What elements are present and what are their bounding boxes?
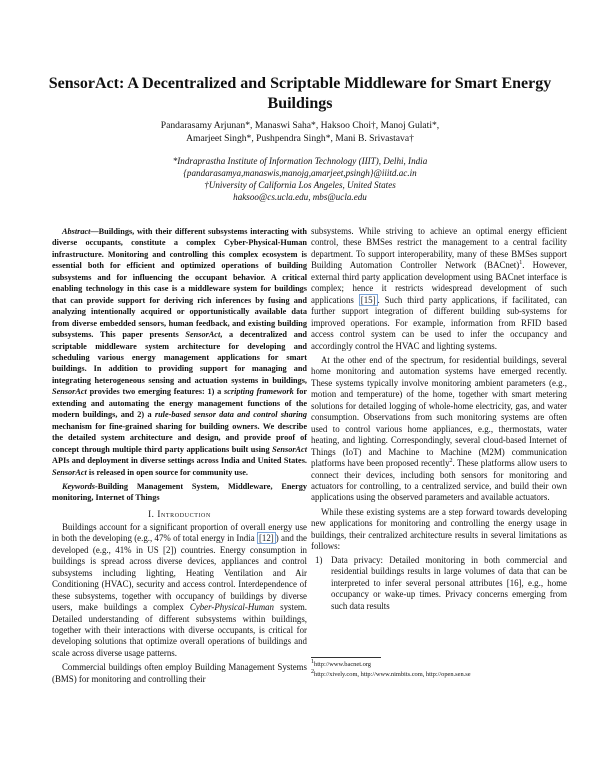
right-column	[311, 226, 567, 612]
footnote-1: $^1$http://www.bacnet.org	[311, 658, 371, 668]
left-column	[52, 226, 307, 685]
citation-link-12[interactable]: [12]	[258, 533, 274, 544]
intro-paragraph-1: Buildings account for a significant proportion of overall energy use in both the developing (e.g., 47% of total energy in India [12] ) and the developed (e.g., 41% in US [2]) countries. Energy consumption in buildings is spread across diverse devices, appliances and control subsystems including lighting, Heating Ventilation and Air Conditioning (HVAC), security and access control. Interdependence of these subsystems, together with occupancy of buildings by diverse users, make buildings a complex Cyber-Physical-Human system. Detailed understanding of different subsystems within buildings, together with their interactions with diverse occupants, is critical for developing solutions that optimize overall operations of buildings and scale across diverse usage patterns.	[52, 521, 308, 658]
intro-paragraph-2: Commercial buildings often employ Building Management Systems (BMS) for monitoring and controlling their	[52, 662, 307, 684]
section-heading-introduction: I. Introduction	[148, 508, 211, 519]
author-list	[20, 119, 580, 145]
affiliation-iiit-emails: {pandarasamya,manaswis,manojg,amarjeet,psingh}@iiitd.ac.in	[183, 168, 417, 178]
authors-line-1: Pandarasamy Arjunan*, Manaswi Saha*, Haksoo Choi†, Manoj Gulati*,	[160, 120, 440, 131]
affiliation-ucla-emails: haksoo@cs.ucla.edu, mbs@ucla.edu	[233, 192, 367, 202]
keywords: Keywords-Building Management System, Middleware, Energy monitoring, Internet of Things	[52, 481, 307, 503]
intro-paragraph-4: At the other end of the spectrum, for residential buildings, several home monitoring and automation systems have emerged recently. These systems typically involve monitoring ambient parameters (e.g., motion and temperature) of the home, together with smart metering solutions for detailed logging of whole-home electricity, gas, and water consumption. Observations from such monitoring systems are often used to control various home appliances, e.g., thermostats, water heating, and lighting. Correspondingly, several cloud-based Internet of Things (IoT) and Machine to Machine (M2M) communication platforms have been proposed recently$^2$. These platforms allow users to connect their devices, including both sensors for monitoring and actuators for controlling, to a centralized service, and build their own applications using the observed parameters and available actuators.	[311, 354, 568, 503]
footnote-2: $^2$http://xively.com, http://www.nimbits.com, http://open.sen.se	[311, 668, 471, 678]
affiliation-ucla: †University of California Los Angeles, United States	[204, 180, 396, 190]
footnotes	[311, 660, 567, 679]
intro-paragraph-5: While these existing systems are a step forward towards developing new applications for monitoring and controlling the energy usage in buildings, their centralized architecture results in several limitations as follows:	[311, 506, 567, 552]
intro-paragraph-3: subsystems. While striving to achieve an optimal energy efficient control, these BMSes restrict the management to a central facility department. To support interoperability, many of these BMSes support Building Automation Controller Network (BACnet)$^1$. However, external third party application development using BACnet interface is complex; hence it restricts widespread development of such applications [15] . Such third party applications, if facilitated, can further support integration of different building sub-systems for improved operations. For example, information from RFID based access control system can be used to infer the occupancy and accordingly control the HVAC and lighting systems.	[311, 226, 568, 351]
footnote-ref-2[interactable]: 2	[449, 458, 453, 465]
authors-line-2: Amarjeet Singh*, Pushpendra Singh*, Mani B. Srivastava†	[186, 133, 414, 144]
footnote-ref-1[interactable]: 1	[519, 260, 523, 267]
list-item: 1) Data privacy: Detailed monitoring in both commercial and residential buildings results in large volumes of data that can be interpreted to infer several personal attributes [16], e.g., home occupancy or wake-up times. Privacy concerns emerging from such data results	[315, 554, 567, 611]
affiliations	[20, 155, 580, 203]
affiliation-iiit: *Indraprastha Institute of Information Technology (IIIT), Delhi, India	[172, 156, 428, 166]
citation-link-15[interactable]: [15]	[360, 294, 376, 305]
paper-title: SensorAct: A Decentralized and Scriptable Middleware for Smart Energy Buildings	[48, 75, 552, 112]
abstract: Abstract—Buildings, with their different subsystems interacting with diverse occupants, constitute a complex Cyber-Physical-Human infrastructure. Monitoring and controlling this complex ecosystem is essential both for efficient and optimized operations of building subsystems and for influencing the occupant behavior. A critical enabling technology in this case is a middleware system for buildings that can provide support for deriving rich inferences by fusing and analyzing intentionally acquired or opportunistically available data from diverse embedded sensors, human feedback, and existing building subsystems. This paper presents SensorAct, a decentralized and scriptable middleware system architecture for developing and scheduling various energy management applications for smart buildings. In addition to providing support for managing and integrating heterogeneous sensing and actuation systems in buildings, SensorAct provides two emerging features: 1) a scripting framework for extending and automating the energy management functions of the modern buildings, and 2) a rule-based sensor data and control sharing mechanism for fine-grained sharing for building owners. We describe the detailed system architecture and design, and provide proof of concept through multiple third party applications built using SensorAct APIs and deployment in diverse settings across India and United States. SensorAct is released in open source for community use.	[52, 227, 308, 477]
footnote-divider	[311, 657, 381, 658]
